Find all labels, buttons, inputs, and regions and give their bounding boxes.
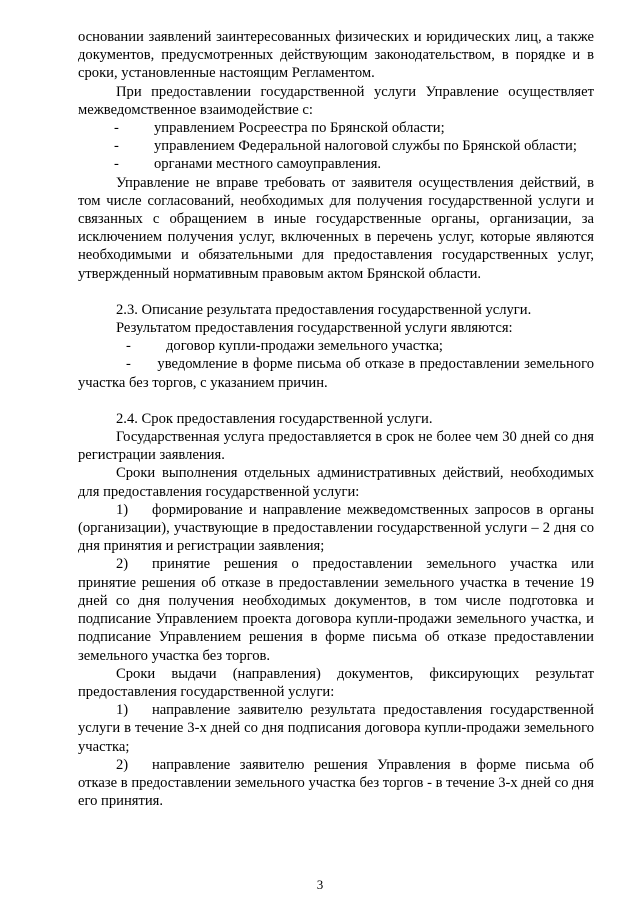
list-item-text: органами местного самоуправления. [154, 156, 382, 173]
document-body [78, 28, 594, 810]
page-number: 3 [316, 877, 324, 892]
list-item-text: управлением Федеральной налоговой службы по Брянской области; [154, 138, 577, 155]
section-2-4-term: Государственная услуга предоставляется в срок не более чем 30 дней со дня регистрации заявления. [78, 429, 594, 464]
item-text: направление заявителю результата предоставления государственной услуги в течение 3-х дней со дня подписания договора купли-продажи земельного участка; [78, 702, 594, 755]
section-2-4-title: 2.4. Срок предоставления государственной услуги. [116, 410, 433, 427]
list-item-text: договор купли-продажи земельного участка; [166, 338, 443, 355]
item-text: формирование и направление межведомственных запросов в органы (организации), участвующие в предоставлении государственной услуги – 2 дня со дня принятия и регистрации заявления; [78, 501, 594, 555]
item-number: 2) [116, 556, 129, 573]
section-2-4-actions-intro: Сроки выполнения отдельных административных действий, необходимых для предоставления государственной услуги: [78, 465, 594, 500]
paragraph-continuation: основании заявлений заинтересованных физических и юридических лиц, а также документов, предусмотренных действующим законодательством, в порядке и в сроки, установленные настоящим Регламентом. [78, 29, 594, 82]
list-item-text: управлением Росреестра по Брянской области; [154, 120, 445, 137]
section-2-3-intro: Результатом предоставления государственной услуги являются: [116, 320, 513, 337]
list-item [78, 355, 594, 391]
paragraph-interaction: При предоставлении государственной услуги Управление осуществляет межведомственное взаимодействие с: [78, 83, 594, 118]
item-number: 1) [116, 501, 129, 518]
numbered-item [78, 756, 594, 811]
paragraph-restrictions: Управление не вправе требовать от заявителя осуществления действий, в том числе согласований, необходимых для получения государственной услуги и связанных с обращением в иные государственные органы, организации, за исключением получения услуг, включенных в перечень услуг, которые являются необходимыми и обязательными для предоставления государственных услуг, утвержденный нормативным правовым актом Брянской области. [78, 174, 594, 282]
list-item [78, 119, 594, 137]
list-item [78, 137, 594, 155]
numbered-item [78, 701, 594, 756]
item-text: направление заявителю решения Управления в форме письма об отказе в предоставлении земельного участка без торгов - в течение 3-х дней со дня его принятия. [78, 756, 594, 810]
section-2-3-title: 2.3. Описание результата предоставления государственной услуги. [116, 301, 532, 318]
dash-marker: - [114, 120, 119, 137]
list-item-text: уведомление в форме письма об отказе в предоставлении земельного участка без торгов, с указанием причин. [78, 356, 594, 391]
dash-marker: - [114, 156, 119, 173]
item-text: принятие решения о предоставлении земельного участка или принятие решения об отказе в предоставлении земельного участка в течение 19 дней со дня получения необходимых документов, в том числе подготовка и подписание Управлением проекта договора купли-продажи земельного участка, и подписание Управлением решения в форме письма об отказе предоставлении земельного участка без торгов. [78, 556, 594, 664]
numbered-item [78, 555, 594, 664]
numbered-item [78, 501, 594, 556]
list-item [78, 337, 594, 355]
item-number: 2) [116, 756, 129, 773]
dash-marker: - [126, 356, 158, 373]
item-number: 1) [116, 702, 129, 719]
section-2-4-issue-intro: Сроки выдачи (направления) документов, фиксирующих результат предоставления государственной услуги: [78, 665, 594, 700]
dash-marker: - [126, 338, 131, 355]
list-item [78, 155, 594, 173]
dash-marker: - [114, 138, 119, 155]
